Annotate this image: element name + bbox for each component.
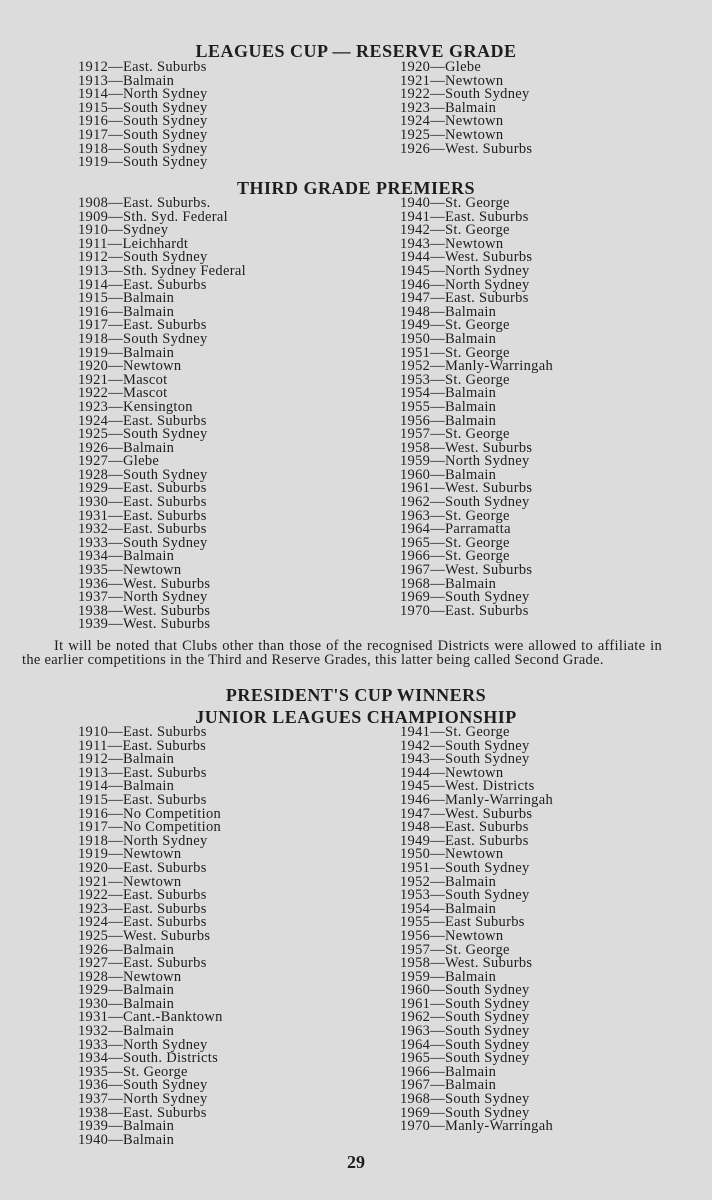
list-item: 1920—Glebe — [400, 59, 482, 75]
list-item: 1959—North Sydney — [400, 453, 530, 470]
presidents-cup-left-column — [78, 726, 223, 1147]
list-item: 1930—East. Suburbs — [78, 494, 207, 511]
list-item: 1936—West. Suburbs — [78, 575, 211, 592]
list-item: 1961—South Sydney — [400, 995, 530, 1012]
list-item: 1955—East Suburbs — [400, 914, 525, 931]
list-item: 1916—No Competition — [78, 805, 222, 822]
list-item: 1941—East. Suburbs — [400, 208, 529, 225]
list-item: 1923—Kensington — [78, 398, 193, 415]
list-item: 1957—St. George — [400, 426, 510, 443]
list-item: 1969—South Sydney — [400, 589, 530, 606]
list-item: 1961—West. Suburbs — [400, 480, 533, 497]
list-item: 1946—North Sydney — [400, 276, 530, 293]
list-item: 1934—South. Districts — [78, 1050, 219, 1067]
list-item: 1939—Balmain — [78, 1118, 175, 1135]
list-item: 1958—West. Suburbs — [400, 439, 533, 456]
list-item: 1955—Balmain — [400, 398, 497, 415]
third-grade-heading: THIRD GRADE PREMIERS — [236, 178, 476, 198]
list-item: 1943—South Sydney — [400, 751, 530, 768]
list-item: 1912—East. Suburbs — [78, 59, 207, 75]
list-item: 1912—South Sydney — [78, 249, 208, 266]
list-item: 1922—East. Suburbs — [78, 887, 207, 904]
leagues-cup-right-column — [400, 61, 532, 156]
presidents-cup-heading: PRESIDENT'S CUP WINNERS — [225, 685, 487, 705]
list-item: 1932—Balmain — [78, 1023, 175, 1040]
list-item: 1914—North Sydney — [78, 86, 208, 103]
list-item: 1920—East. Suburbs — [78, 859, 207, 876]
list-item: 1920—Newtown — [78, 358, 182, 375]
list-item: 1917—No Competition — [78, 819, 222, 836]
list-item: 1969—South Sydney — [400, 1104, 530, 1121]
list-item: 1926—Balmain — [78, 439, 175, 456]
list-item: 1916—Balmain — [78, 303, 175, 320]
list-item: 1948—East. Suburbs — [400, 819, 529, 836]
list-item: 1935—Newtown — [78, 562, 182, 579]
list-item: 1940—Balmain — [78, 1131, 175, 1148]
list-item: 1968—Balmain — [400, 575, 497, 592]
list-item: 1923—Balmain — [400, 99, 497, 116]
list-item: 1944—West. Suburbs — [400, 249, 533, 266]
list-item: 1945—North Sydney — [400, 262, 530, 279]
list-item: 1964—South Sydney — [400, 1036, 530, 1053]
list-item: 1943—Newtown — [400, 235, 504, 252]
list-item: 1944—Newtown — [400, 764, 504, 781]
list-item: 1917—South Sydney — [78, 126, 208, 143]
list-item: 1914—East. Suburbs — [78, 276, 207, 293]
list-item: 1966—Balmain — [400, 1063, 497, 1080]
list-item: 1913—East. Suburbs — [78, 764, 207, 781]
list-item: 1925—Newtown — [400, 126, 504, 143]
list-item: 1931—East. Suburbs — [78, 507, 207, 524]
list-item: 1946—Manly-Warringah — [400, 791, 554, 808]
list-item: 1913—Sth. Sydney Federal — [78, 262, 246, 279]
list-item: 1927—East. Suburbs — [78, 955, 207, 972]
list-item: 1956—Newtown — [400, 927, 504, 944]
list-item: 1925—South Sydney — [78, 426, 208, 443]
third-grade-right-column — [400, 197, 553, 618]
list-item: 1940—St. George — [400, 195, 510, 211]
list-item: 1923—East. Suburbs — [78, 900, 207, 917]
list-item: 1924—Newtown — [400, 113, 504, 130]
list-item: 1965—St. George — [400, 534, 510, 551]
list-item: 1918—South Sydney — [78, 330, 208, 347]
list-item: 1941—St. George — [400, 724, 510, 740]
list-item: 1915—East. Suburbs — [78, 791, 207, 808]
list-item: 1908—East. Suburbs. — [78, 195, 211, 211]
list-item: 1919—Balmain — [78, 344, 175, 361]
list-item: 1937—North Sydney — [78, 589, 208, 606]
list-item: 1930—Balmain — [78, 995, 175, 1012]
list-item: 1950—Balmain — [400, 330, 497, 347]
list-item: 1929—Balmain — [78, 982, 175, 999]
list-item: 1958—West. Suburbs — [400, 955, 533, 972]
list-item: 1928—Newtown — [78, 968, 182, 985]
list-item: 1962—South Sydney — [400, 1009, 530, 1026]
list-item: 1952—Balmain — [400, 873, 497, 890]
list-item: 1926—Balmain — [78, 941, 175, 958]
list-item: 1951—St. George — [400, 344, 510, 361]
list-item: 1942—South Sydney — [400, 737, 530, 754]
leagues-cup-left-column — [78, 61, 208, 170]
list-item: 1931—Cant.-Banktown — [78, 1009, 223, 1026]
list-item: 1959—Balmain — [400, 968, 497, 985]
list-item: 1962—South Sydney — [400, 494, 530, 511]
list-item: 1913—Balmain — [78, 72, 175, 89]
list-item: 1922—Mascot — [78, 385, 168, 402]
list-item: 1963—South Sydney — [400, 1023, 530, 1040]
list-item: 1957—St. George — [400, 941, 510, 958]
list-item: 1949—St. George — [400, 317, 510, 334]
list-item: 1915—South Sydney — [78, 99, 208, 116]
list-item: 1918—North Sydney — [78, 832, 208, 849]
list-item: 1967—West. Suburbs — [400, 562, 533, 579]
list-item: 1935—St. George — [78, 1063, 188, 1080]
third-grade-left-column — [78, 197, 246, 632]
list-item: 1967—Balmain — [400, 1077, 497, 1094]
list-item: 1927—Glebe — [78, 453, 160, 470]
list-item: 1933—South Sydney — [78, 534, 208, 551]
list-item: 1919—South Sydney — [78, 154, 208, 171]
list-item: 1909—Sth. Syd. Federal — [78, 208, 228, 225]
list-item: 1947—East. Suburbs — [400, 290, 529, 307]
list-item: 1918—South Sydney — [78, 140, 208, 157]
list-item: 1945—West. Districts — [400, 778, 535, 795]
list-item: 1921—Newtown — [400, 72, 504, 89]
list-item: 1912—Balmain — [78, 751, 175, 768]
list-item: 1952—Manly-Warringah — [400, 358, 554, 375]
list-item: 1954—Balmain — [400, 900, 497, 917]
list-item: 1933—North Sydney — [78, 1036, 208, 1053]
list-item: 1939—West. Suburbs — [78, 616, 211, 633]
note-paragraph: It will be noted that Clubs other than those of the recognised Districts were allowed to affiliate in the earlier competitions in the Third and Reserve Grades, this latter being called Second Grade. — [22, 638, 662, 668]
list-item: 1960—Balmain — [400, 466, 497, 483]
list-item: 1916—South Sydney — [78, 113, 208, 130]
list-item: 1938—West. Suburbs — [78, 602, 211, 619]
list-item: 1970—Manly-Warringah — [400, 1118, 554, 1135]
list-item: 1953—St. George — [400, 371, 510, 388]
list-item: 1966—St. George — [400, 548, 510, 565]
list-item: 1910—East. Suburbs — [78, 724, 207, 740]
list-item: 1963—St. George — [400, 507, 510, 524]
list-item: 1949—East. Suburbs — [400, 832, 529, 849]
list-item: 1926—West. Suburbs — [400, 140, 533, 157]
page-number: 29 — [347, 1152, 365, 1172]
list-item: 1924—East. Suburbs — [78, 914, 207, 931]
list-item: 1914—Balmain — [78, 778, 175, 795]
list-item: 1911—Leichhardt — [78, 235, 189, 252]
list-item: 1951—South Sydney — [400, 859, 530, 876]
list-item: 1928—South Sydney — [78, 466, 208, 483]
list-item: 1921—Newtown — [78, 873, 182, 890]
list-item: 1921—Mascot — [78, 371, 168, 388]
list-item: 1960—South Sydney — [400, 982, 530, 999]
list-item: 1947—West. Suburbs — [400, 805, 533, 822]
junior-leagues-heading: JUNIOR LEAGUES CHAMPIONSHIP — [195, 707, 517, 727]
list-item: 1932—East. Suburbs — [78, 521, 207, 538]
list-item: 1954—Balmain — [400, 385, 497, 402]
list-item: 1950—Newtown — [400, 846, 504, 863]
list-item: 1948—Balmain — [400, 303, 497, 320]
list-item: 1929—East. Suburbs — [78, 480, 207, 497]
list-item: 1956—Balmain — [400, 412, 497, 429]
list-item: 1970—East. Suburbs — [400, 602, 529, 619]
list-item: 1965—South Sydney — [400, 1050, 530, 1067]
list-item: 1942—St. George — [400, 222, 510, 239]
list-item: 1919—Newtown — [78, 846, 182, 863]
list-item: 1937—North Sydney — [78, 1091, 208, 1108]
list-item: 1953—South Sydney — [400, 887, 530, 904]
list-item: 1911—East. Suburbs — [78, 737, 207, 754]
list-item: 1924—East. Suburbs — [78, 412, 207, 429]
list-item: 1934—Balmain — [78, 548, 175, 565]
list-item: 1915—Balmain — [78, 290, 175, 307]
list-item: 1922—South Sydney — [400, 86, 530, 103]
list-item: 1910—Sydney — [78, 222, 169, 239]
list-item: 1968—South Sydney — [400, 1091, 530, 1108]
list-item: 1917—East. Suburbs — [78, 317, 207, 334]
leagues-cup-heading: LEAGUES CUP — RESERVE GRADE — [195, 41, 517, 61]
list-item: 1938—East. Suburbs — [78, 1104, 207, 1121]
list-item: 1925—West. Suburbs — [78, 927, 211, 944]
list-item: 1936—South Sydney — [78, 1077, 208, 1094]
presidents-cup-right-column — [400, 726, 553, 1134]
list-item: 1964—Parramatta — [400, 521, 511, 538]
